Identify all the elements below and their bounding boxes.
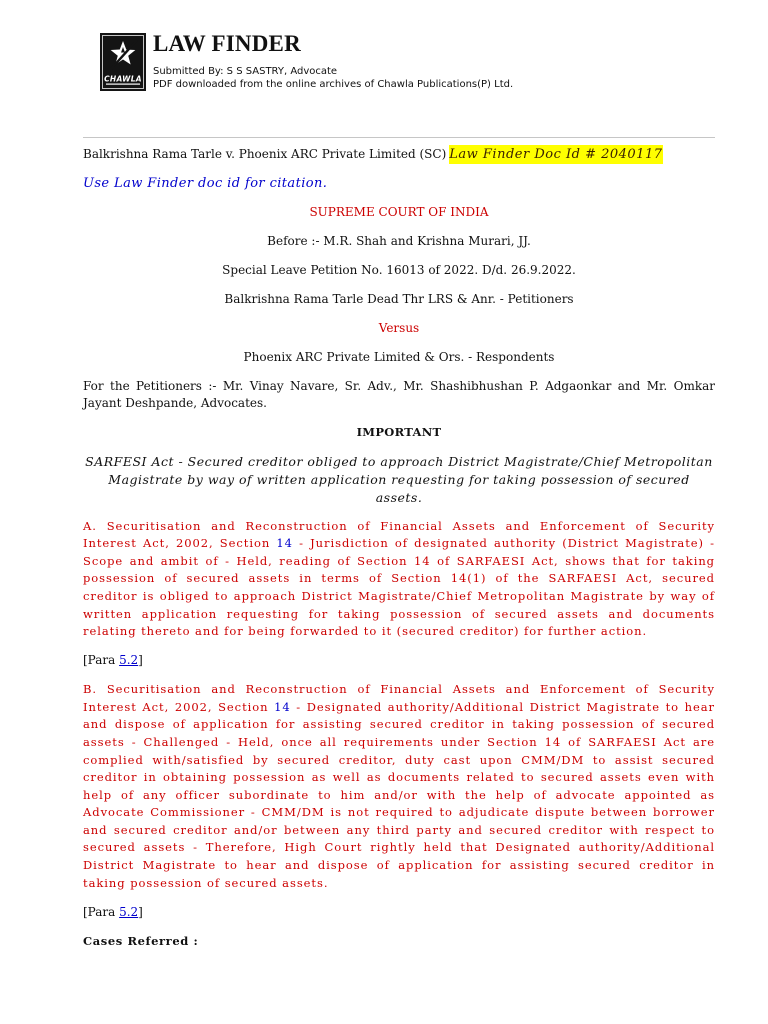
cases-referred-heading: Cases Referred : xyxy=(83,933,199,948)
para-ref-close: ] xyxy=(138,653,143,668)
site-title: LAW FINDER xyxy=(153,31,301,56)
important-heading: IMPORTANT xyxy=(356,425,442,440)
counsel: For the Petitioners :- Mr. Vinay Navare, Sr. Adv., Mr. Shashibhushan P. Adgaonkar and Mr. Omkar Jayant Deshpande, Advocates. xyxy=(83,378,715,411)
headnote-text: - Designated authority/Additional District Magistrate to hear and dispose of application for assisting secured creditor in taking possession of secured assets - Challenged - Held, once all requirements under Section 14 of SARFAESI Act are complied with/satisfied by secured creditor, duty cast upon CMM/DM to assist secured creditor in obtaining possession as well as documents related to secured assets even with help of any officer subordinate to him and/or with the help of advocate appointed as Advocate Commissioner - CMM/DM is not required to adjudicate dispute between borrower and secured creditor and/or between any third party and secured creditor with respect to secured assets - Therefore, High Court rightly held that Designated authority/Additional District Magistrate to hear and dispose of application for assisting secured creditor in taking possession of secured assets. xyxy=(83,699,716,890)
citation-note: Use Law Finder doc id for citation. xyxy=(83,175,328,191)
chawla-logo xyxy=(100,33,146,91)
para-5-2-link[interactable]: 5.2 xyxy=(119,904,139,919)
para-ref-open: [Para xyxy=(83,653,120,668)
para-reference xyxy=(83,904,715,922)
case-line xyxy=(83,146,715,164)
headnote-a xyxy=(83,518,715,641)
source-note: PDF downloaded from the online archives of Chawla Publications(P) Ltd. xyxy=(153,79,514,90)
para-5-2-link[interactable]: 5.2 xyxy=(119,653,139,668)
respondents: Phoenix ARC Private Limited & Ors. - Respondents xyxy=(243,349,555,364)
court-name: SUPREME COURT OF INDIA xyxy=(309,204,489,219)
headnote-text: - Jurisdiction of designated authority (District Magistrate) - Scope and ambit of - Held, reading of Section 14 of SARFAESI Act, shows that for taking possession of secured assets in terms of Section 14(1) of the SARFAESI Act, secured creditor is obliged to approach District Magistrate/Chief Metropolitan Magistrate by way of written application requesting for taking possession of secured assets and documents relating thereto and for being forwarded to it (secured creditor) for further action. xyxy=(83,536,715,639)
judgment-document xyxy=(83,146,715,962)
petition-number: Special Leave Petition No. 16013 of 2022. D/d. 26.9.2022. xyxy=(222,262,576,277)
para-reference xyxy=(83,652,715,670)
para-ref-open: [Para xyxy=(83,904,120,919)
headnote-b xyxy=(83,681,715,892)
section-14-link[interactable]: 14 xyxy=(276,536,293,551)
summary: SARFESI Act - Secured creditor obliged to approach District Magistrate/Chief Metropolitan Magistrate by way of written application requesting for taking possession of secured assets. xyxy=(85,454,713,505)
versus-label: Versus xyxy=(378,320,420,335)
para-ref-close: ] xyxy=(138,904,143,919)
case-title: Balkrishna Rama Tarle v. Phoenix ARC Private Limited (SC) xyxy=(83,147,447,161)
submitted-by: Submitted By: S S SASTRY, Advocate xyxy=(153,66,338,77)
doc-id-badge: Law Finder Doc Id # 2040117 xyxy=(449,147,663,162)
headnote-lead: B. Securitisation and Reconstruction of Financial Assets and Enforcement of Security Interest Act, 2002, Section xyxy=(83,682,715,714)
bench: Before :- M.R. Shah and Krishna Murari, JJ. xyxy=(267,233,531,248)
headnote-lead: A. Securitisation and Reconstruction of Financial Assets and Enforcement of Security Interest Act, 2002, Section xyxy=(83,518,715,551)
logo-text: CHAWLA xyxy=(104,74,142,84)
petitioners: Balkrishna Rama Tarle Dead Thr LRS & Anr. - Petitioners xyxy=(224,291,574,306)
header-divider xyxy=(83,137,715,138)
section-14-link[interactable]: 14 xyxy=(274,699,291,714)
